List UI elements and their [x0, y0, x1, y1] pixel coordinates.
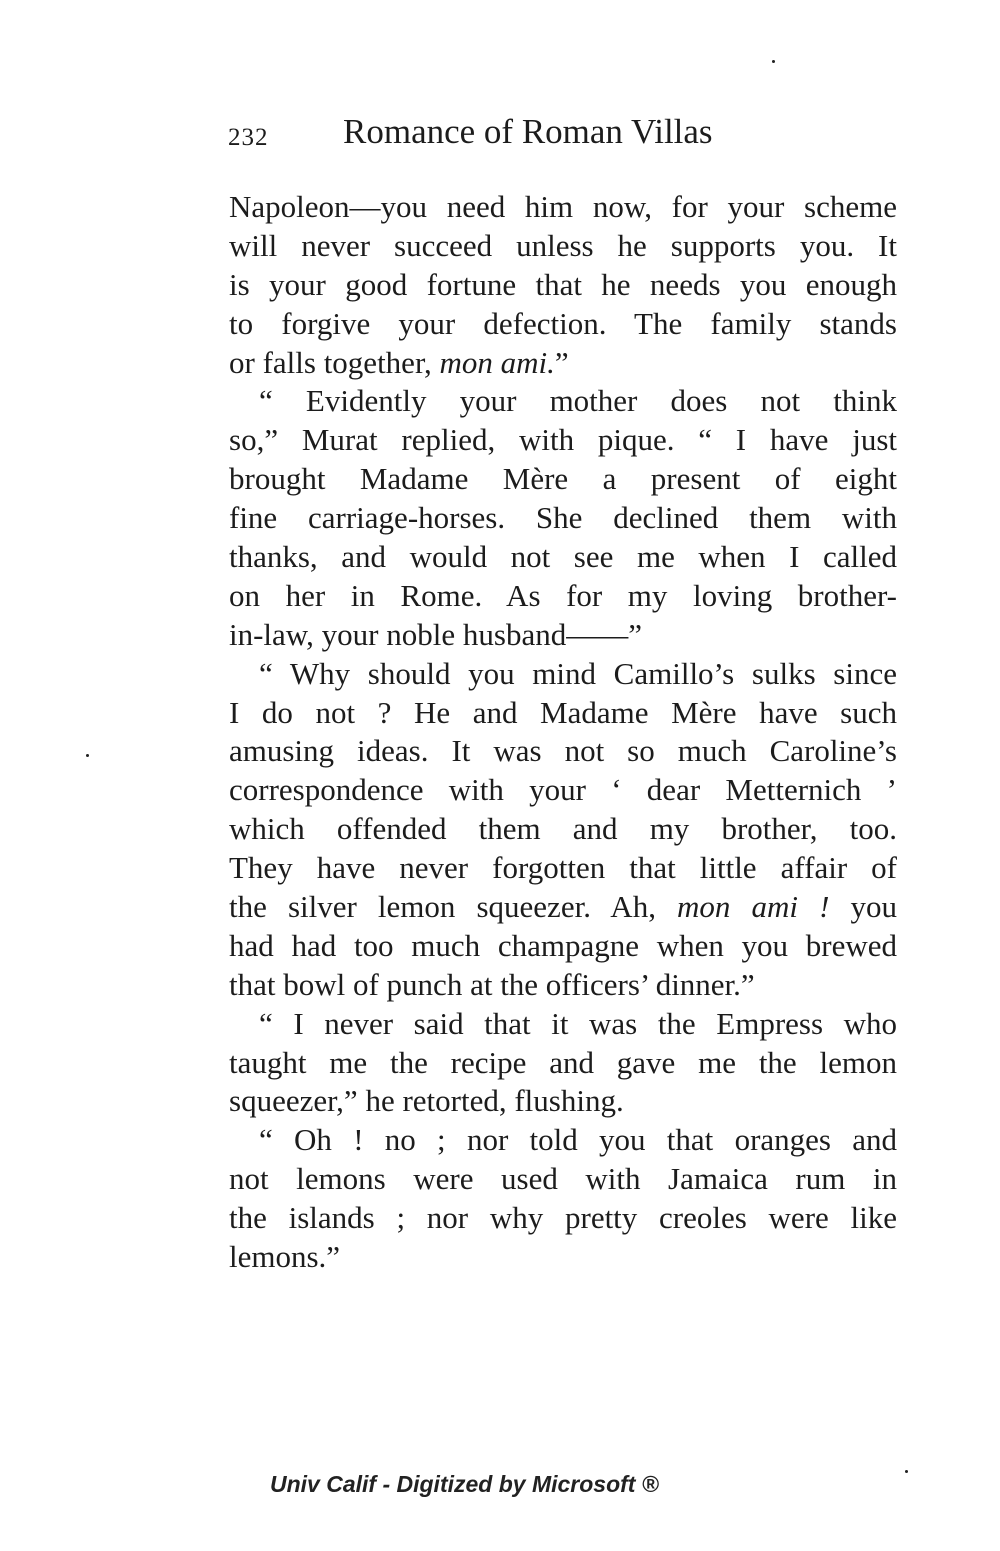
text-line: that bowl of punch at the officers’ dinner.” — [229, 966, 755, 1002]
text-line: They have never forgotten that little affair of — [229, 850, 897, 886]
scan-speck — [905, 1470, 908, 1473]
text-line: I do not ? He and Madame Mère have such — [229, 694, 897, 730]
scan-speck — [772, 60, 775, 63]
text-line: “ Evidently your mother does not think — [259, 383, 897, 419]
page-header — [228, 112, 788, 162]
italic-phrase: mon ami. — [439, 344, 555, 380]
italic-phrase: mon ami ! — [677, 889, 830, 925]
text-line: which offended them and my brother, too. — [229, 811, 897, 847]
text-segment: the silver lemon squeezer. Ah, — [229, 889, 678, 925]
text-line: “ I never said that it was the Empress who — [259, 1005, 897, 1041]
text-line: correspondence with your ‘ dear Metternich ’ — [229, 772, 897, 808]
text-line: squeezer,” he retorted, flushing. — [229, 1083, 624, 1119]
text-line — [229, 888, 897, 927]
text-line: “ Oh ! no ; nor told you that oranges and — [259, 1122, 897, 1158]
text-line: so,” Murat replied, with pique. “ I have just — [229, 422, 897, 458]
text-segment: or falls together, — [229, 344, 440, 380]
text-line: is your good fortune that he needs you enough — [229, 266, 897, 302]
digitization-watermark: Univ Calif - Digitized by Microsoft ® — [270, 1471, 659, 1497]
text-line: thanks, and would not see me when I called — [229, 539, 897, 575]
text-line: the islands ; nor why pretty creoles were like — [229, 1200, 897, 1236]
text-line: on her in Rome. As for my loving brother- — [229, 577, 897, 613]
running-title: Romance of Roman Villas — [343, 112, 713, 151]
text-line: in-law, your noble husband——” — [229, 616, 642, 652]
text-line: to forgive your defection. The family stands — [229, 305, 897, 341]
text-line: amusing ideas. It was not so much Caroline’s — [229, 733, 897, 769]
text-line: Napoleon—you need him now, for your scheme — [229, 189, 897, 224]
scan-speck — [86, 754, 89, 757]
text-line: had had too much champagne when you brewed — [229, 927, 897, 963]
text-line — [229, 344, 897, 383]
text-segment: ” — [554, 344, 569, 380]
page-number: 232 — [228, 124, 269, 151]
text-line: not lemons were used with Jamaica rum in — [229, 1161, 897, 1197]
text-line: “ Why should you mind Camillo’s sulks since — [259, 655, 897, 691]
text-line: taught me the recipe and gave me the lemon — [229, 1044, 897, 1080]
text-segment: you — [829, 889, 897, 925]
text-line: will never succeed unless he supports you. It — [229, 227, 897, 263]
text-line: lemons.” — [229, 1239, 341, 1275]
text-line: fine carriage-horses. She declined them with — [229, 500, 897, 536]
body-text — [229, 188, 897, 1277]
text-line: brought Madame Mère a present of eight — [229, 461, 897, 497]
